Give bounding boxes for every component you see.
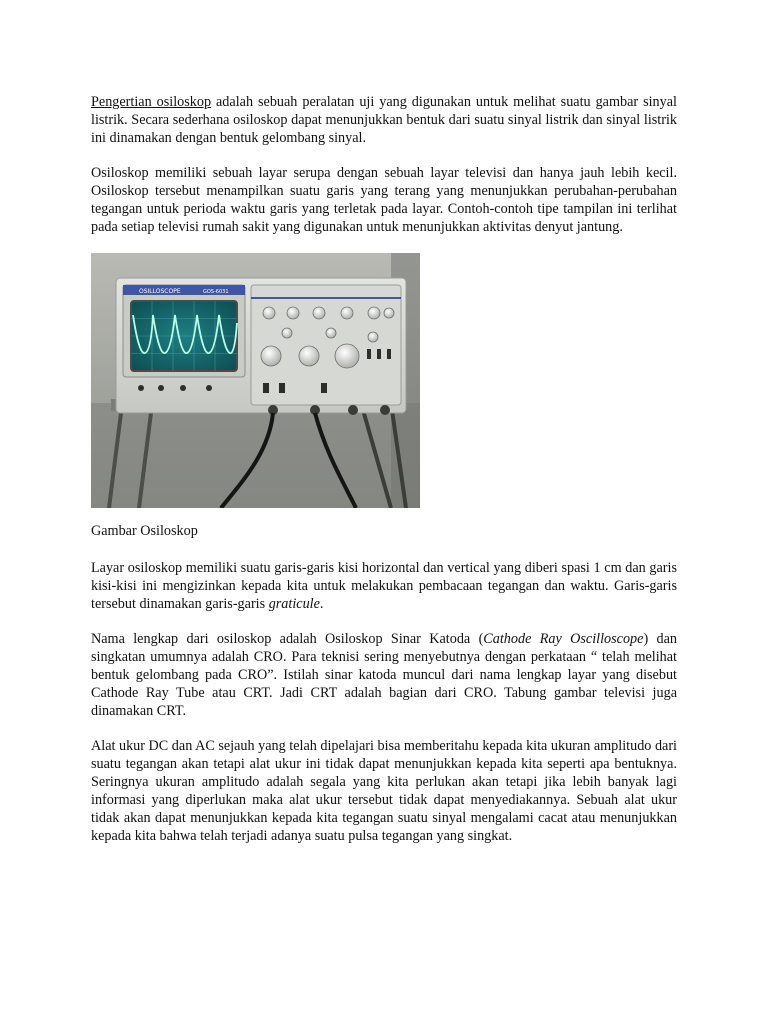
definition-link[interactable]: Pengertian osiloskop bbox=[91, 94, 212, 110]
paragraph-definition-text: adalah sebuah peralatan uji yang digunakan untuk melihat suatu gambar sinyal listrik. Secara sederhana osiloskop dapat menunjukkan bentuk dari suatu sinyal listrik dan sinyal listrik ini dinamakan dengan bentuk gelombang sinyal. bbox=[91, 94, 677, 146]
model-label: GOS-6031 bbox=[203, 289, 229, 295]
paragraph-meters: Alat ukur DC dan AC sejauh yang telah dipelajari bisa memberitahu kepada kita ukuran amplitudo dari suatu tegangan akan tetapi alat ukur ini tidak dapat menunjukkan kepada kita seperti apa bentuknya. Seringnya ukuran amplitudo adalah segala yang kita perlukan akan tetapi jika lebih banyak lagi informasi yang diperlukan maka alat ukur tersebut tidak dapat menyediakannya. Sebuah alat ukur tidak akan dapat menunjukkan kepada kita tegangan suatu sinyal mengalami cacat atau menunjukkan kepada kita bahwa telah terjadi adanya suatu pulsa tegangan yang singkat. bbox=[91, 738, 677, 844]
figure-caption: Gambar Osiloskop bbox=[91, 523, 198, 539]
paragraph-graticule bbox=[91, 559, 677, 613]
paragraph-screen: Osiloskop memiliki sebuah layar serupa dengan sebuah layar televisi dan hanya jauh lebih kecil. Osiloskop tersebut menampilkan suatu garis yang terang yang menunjukkan perubahan-perubahan tegangan untuk perioda waktu garis yang terletak pada layar. Contoh-contoh tipe tampilan ini terlihat pada setiap televisi rumah sakit yang digunakan untuk menunjukkan aktivitas denyut jantung. bbox=[91, 165, 677, 235]
paragraph-graticule-text: Layar osiloskop memiliki suatu garis-garis kisi horizontal dan vertical yang diberi spasi 1 cm dan garis kisi-kisi ini mengizinkan kepada kita untuk melakukan pembacaan tegangan dan waktu. Garis-garis tersebut dinamakan garis-garis bbox=[91, 560, 677, 612]
paragraph-cro bbox=[91, 630, 677, 720]
cro-term: Cathode Ray Oscilloscope bbox=[483, 631, 644, 647]
paragraph-cro-text-b: ) dan singkatan umumnya adalah CRO. Para teknisi sering menyebutnya dengan perkataan “ telah melihat bentuk gelombang pada CRO”. Istilah sinar katoda muncul dari nama lengkap layar yang disebut Cathode Ray Tube atau CRT. Jadi CRT adalah bagian dari CRO. Tabung gambar televisi juga dinamakan CRT. bbox=[91, 631, 678, 719]
paragraph-graticule-end: . bbox=[319, 596, 324, 612]
oscilloscope-illustration bbox=[91, 253, 420, 508]
oscilloscope-photo bbox=[91, 253, 420, 508]
paragraph-cro-text-a: Nama lengkap dari osiloskop adalah Osiloskop Sinar Katoda ( bbox=[91, 631, 484, 647]
document-body bbox=[91, 93, 677, 862]
brand-label: OSILLOSCOPE bbox=[139, 288, 181, 295]
paragraph-definition bbox=[91, 93, 677, 147]
graticule-term: graticule bbox=[268, 596, 320, 612]
